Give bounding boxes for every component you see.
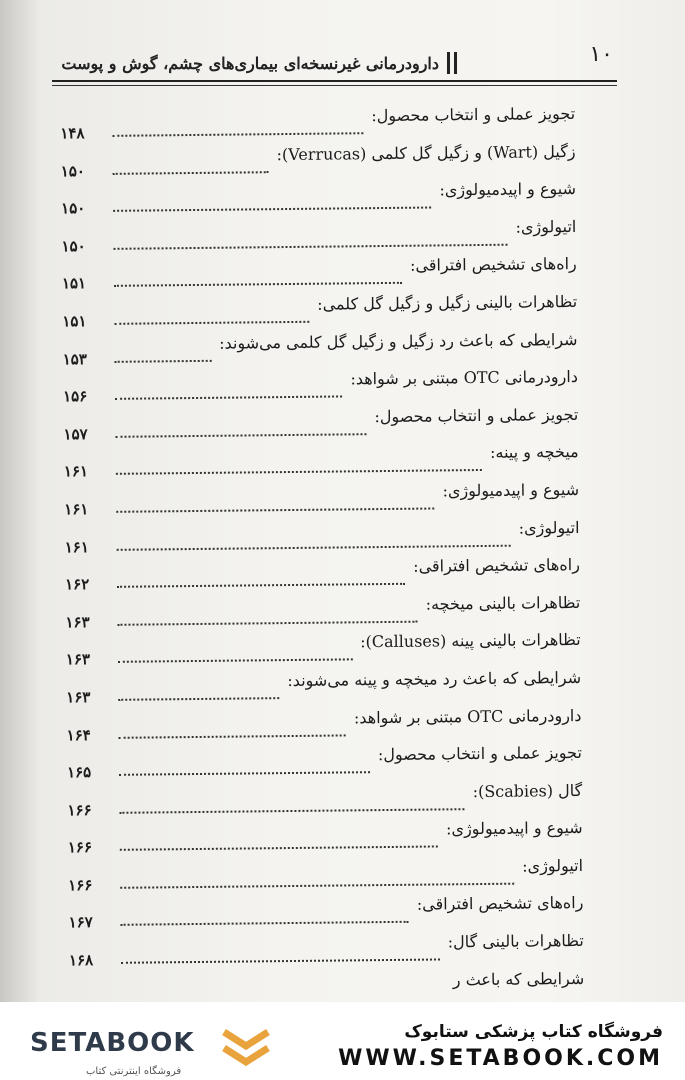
- toc-dot-leader: [115, 359, 212, 362]
- toc-dot-leader: [113, 171, 269, 175]
- toc-entry-page-number: ۱۶۱: [64, 500, 89, 519]
- toc-entry-title: راه‌های تشخیص افتراقی:: [410, 254, 577, 276]
- toc-entry-title: شیوع و اپیدمیولوژی:: [439, 179, 577, 200]
- toc-entry-page-number: ۱۶۸: [68, 951, 94, 970]
- toc-entry-page-number: ۱۵۳: [62, 349, 87, 368]
- header-rule-thin: [52, 85, 617, 86]
- toc-entry: [69, 965, 584, 1002]
- toc-entry: [66, 626, 581, 669]
- toc-entry-title: زگیل (Wart) و زگیل گل کلمی (Verrucas):: [276, 141, 576, 164]
- toc-entry-title: تظاهرات بالینی پینه (Calluses):: [360, 630, 581, 652]
- toc-entry: [68, 852, 583, 895]
- toc-entry-title: تظاهرات بالینی میخچه:: [425, 592, 581, 614]
- toc-dot-leader: [114, 282, 402, 287]
- toc-dot-leader: [119, 734, 346, 738]
- toc-entry-page-number: ۱۵۰: [60, 161, 85, 180]
- toc-entry: [62, 288, 577, 331]
- toc-dot-leader: [119, 808, 464, 814]
- toc-entry: [61, 175, 576, 218]
- toc-entry-title: شیوع و اپیدمیولوژی:: [442, 479, 580, 501]
- store-name: فروشگاه کتاب پزشکی ستابوک: [404, 1022, 663, 1042]
- toc-entry-page-number: ۱۴۸: [60, 124, 85, 143]
- toc-dot-leader: [114, 321, 309, 325]
- toc-entry-page-number: ۱۶۲: [64, 575, 90, 594]
- toc-entry-page-number: ۱۶۶: [68, 875, 93, 895]
- toc-dot-leader: [117, 583, 405, 588]
- toc-dot-leader: [118, 659, 353, 663]
- toc-entry-title: تجویز عملی و انتخاب محصول:: [371, 103, 576, 126]
- toc-entry-page-number: ۱۶۵: [66, 763, 92, 782]
- toc-entry-title: تظاهرات بالینی گال:: [447, 931, 584, 952]
- toc-entry-title: تجویز عملی و انتخاب محصول:: [377, 743, 582, 765]
- toc-entry: [62, 326, 577, 369]
- toc-entry-page-number: ۱۶۳: [66, 688, 91, 707]
- toc-entry: [61, 213, 576, 256]
- toc-entry-title: شرایطی که باعث رد زگیل و زگیل گل کلمی می‌شوند:: [219, 329, 578, 353]
- toc-entry-page-number: ۱۵۰: [61, 236, 86, 256]
- toc-entry-title: دارودرمانی OTC مبتنی بر شواهد:: [353, 705, 582, 727]
- toc-entry-title: تجویز عملی و انتخاب محصول:: [374, 404, 579, 426]
- toc-entry-title: اتیولوژی:: [518, 517, 580, 538]
- book-title: دارودرمانی غیرنسخه‌ای بیماری‌های چشم، گوش و پوست: [61, 54, 439, 73]
- toc-entry: [68, 889, 583, 932]
- toc-entry-title: تظاهرات بالینی زگیل و زگیل گل کلمی:: [317, 291, 578, 314]
- toc-entry-page-number: ۱۵۱: [62, 312, 87, 331]
- toc-entry: [65, 589, 580, 632]
- toc-entry: [62, 250, 577, 293]
- toc-entry-page-number: ۱۵۷: [63, 424, 88, 444]
- toc-entry: [63, 401, 578, 444]
- toc-entry: [64, 476, 579, 519]
- toc-entry: [69, 927, 584, 970]
- header-rule-thick: [52, 80, 617, 82]
- toc-entry-page-number: ۱۶۱: [64, 537, 89, 556]
- toc-entry-page-number: ۱۶۳: [65, 612, 90, 632]
- store-url: WWW.SETABOOK.COM: [338, 1046, 663, 1071]
- toc-entry-page-number: ۱۶۱: [63, 462, 89, 481]
- toc-entry-page-number: ۱۶۶: [67, 800, 92, 820]
- toc-entry-title: شیوع و اپیدمیولوژی:: [446, 818, 583, 839]
- toc-dot-leader: [120, 883, 514, 889]
- toc-entry: [60, 138, 575, 181]
- toc-entry: [67, 777, 582, 820]
- toc-entry-page-number: ۱۶۴: [66, 725, 91, 744]
- toc-dot-leader: [115, 396, 342, 400]
- toc-dot-leader: [121, 921, 409, 926]
- setabook-logo: [30, 1022, 250, 1077]
- toc-entry: [60, 100, 575, 143]
- toc-dot-leader: [117, 544, 511, 550]
- toc-dot-leader: [112, 132, 363, 137]
- table-of-contents: [60, 100, 584, 1002]
- toc-entry-title: راه‌های تشخیص افتراقی:: [416, 893, 584, 915]
- toc-dot-leader: [118, 697, 279, 701]
- watermark-footer: [0, 1002, 685, 1080]
- toc-dot-leader: [116, 469, 482, 475]
- page-number: ۱۰: [589, 42, 613, 67]
- toc-entry-title: دارودرمانی OTC مبتنی بر شواهد:: [350, 367, 578, 389]
- toc-entry: [66, 701, 581, 744]
- toc-entry-page-number: ۱۵۶: [62, 387, 88, 406]
- book-chevron-icon: [218, 1024, 274, 1070]
- toc-entry-title: شرایطی که باعث ر: [452, 968, 585, 989]
- toc-entry: [65, 551, 580, 594]
- toc-entry-page-number: ۱۶۶: [67, 838, 93, 857]
- toc-entry: [66, 664, 581, 707]
- toc-entry-title: اتیولوژی:: [522, 855, 584, 876]
- toc-entry: [64, 514, 579, 557]
- toc-entry-page-number: ۱۶۷: [68, 913, 93, 932]
- toc-entry-title: شرایطی که باعث رد میخچه و پینه می‌شوند:: [287, 667, 582, 690]
- toc-entry: [64, 438, 579, 481]
- toc-dot-leader: [119, 771, 370, 776]
- toc-entry: [68, 814, 583, 857]
- toc-entry-page-number: ۱۶۳: [65, 650, 91, 669]
- toc-dot-leader: [117, 620, 417, 625]
- page-header: [52, 36, 617, 82]
- toc-dot-leader: [120, 846, 438, 851]
- toc-dot-leader: [115, 433, 366, 438]
- toc-dot-leader: [114, 243, 508, 249]
- logo-subtitle: فروشگاه اینترنتی کتاب: [86, 1066, 182, 1077]
- header-separator-bars: [447, 52, 457, 74]
- toc-entry-page-number: ۱۵۰: [61, 199, 86, 218]
- toc-entry-title: راه‌های تشخیص افتراقی:: [413, 555, 580, 576]
- logo-text: SETABOOK: [30, 1028, 195, 1058]
- toc-entry-title: اتیولوژی:: [515, 216, 577, 237]
- toc-entry: [67, 739, 582, 782]
- toc-entry-page-number: ۱۵۱: [61, 274, 87, 293]
- toc-dot-leader: [121, 959, 440, 964]
- toc-entry: [63, 363, 578, 406]
- toc-dot-leader: [116, 507, 434, 512]
- toc-entry-title: میخچه و پینه:: [489, 442, 579, 463]
- toc-entry-title: گال (Scabies):: [472, 780, 583, 801]
- toc-dot-leader: [113, 207, 431, 212]
